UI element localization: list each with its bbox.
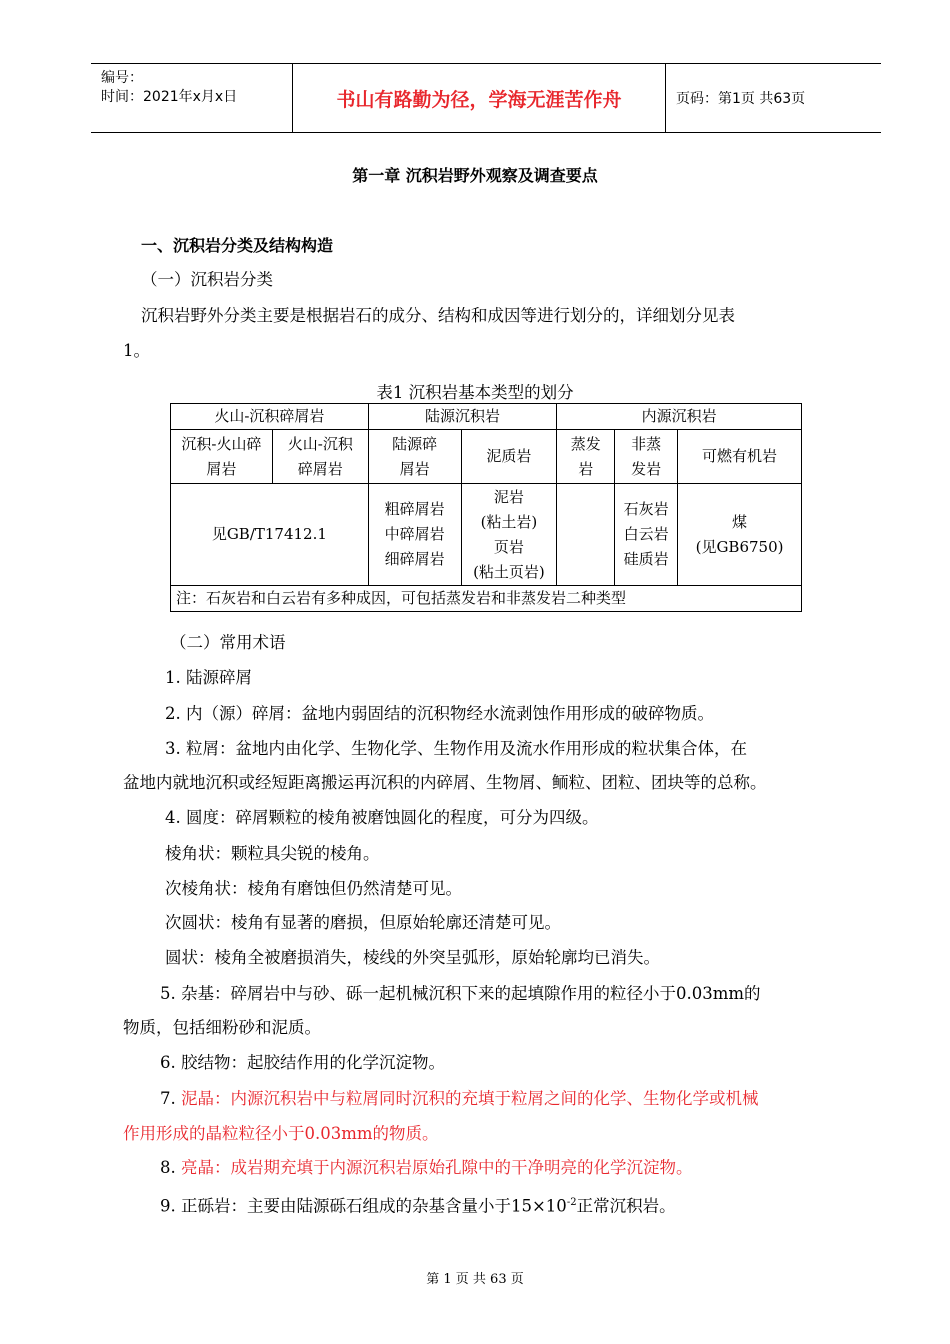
table-row xyxy=(171,484,802,586)
subsection-title-2: （二）常用术语 xyxy=(170,633,286,652)
header-page-cell xyxy=(666,64,881,132)
intro-paragraph-line-1: 沉积岩野外分类主要是根据岩石的成分、结构和成因等进行划分的，详细划分见表 xyxy=(141,306,735,325)
term-item: 3. 粒屑：盆地内由化学、生物化学、生物作用及流水作用形成的粒状集合体，在 xyxy=(165,739,747,758)
chapter-title: 第一章 沉积岩野外观察及调查要点 xyxy=(352,166,598,185)
group-header: 陆源沉积岩 xyxy=(368,404,557,430)
table-row xyxy=(171,586,802,612)
subtype-header: 沉积-火山碎 屑岩 xyxy=(171,430,273,484)
term-item: 6. 胶结物：起胶结作用的化学沉淀物。 xyxy=(160,1053,445,1072)
table-cell: 粗碎屑岩 中碎屑岩 细碎屑岩 xyxy=(368,484,461,586)
table-cell: 泥岩 (粘土岩) 页岩 (粘土页岩) xyxy=(461,484,557,586)
term-item-continuation: 作用形成的晶粒粒径小于0.03mm的物质。 xyxy=(123,1124,439,1143)
intro-paragraph-line-2: 1。 xyxy=(123,341,150,360)
roundness-grade: 次圆状：棱角有显著的磨损，但原始轮廓还清楚可见。 xyxy=(165,913,561,932)
table-cell: 石灰岩 白云岩 硅质岩 xyxy=(615,484,678,586)
subtype-header: 陆源碎 屑岩 xyxy=(368,430,461,484)
subtype-header: 可燃有机岩 xyxy=(678,430,802,484)
term-item: 4. 圆度：碎屑颗粒的棱角被磨蚀圆化的程度，可分为四级。 xyxy=(165,808,599,827)
table-row xyxy=(171,430,802,484)
roundness-grade: 棱角状：颗粒具尖锐的棱角。 xyxy=(165,844,380,863)
term-item: 2. 内（源）碎屑：盆地内弱固结的沉积物经水流剥蚀作用形成的破碎物质。 xyxy=(165,704,714,723)
motto: 书山有路勤为径，学海无涯苦作舟 xyxy=(336,88,622,111)
term-item-highlighted: 7. 泥晶：内源沉积岩中与粒屑同时沉积的充填于粒屑之间的化学、生物化学或机械 xyxy=(160,1089,759,1108)
table-note: 注：石灰岩和白云岩有多种成因，可包括蒸发岩和非蒸发岩二种类型 xyxy=(171,586,802,612)
term-item-highlighted: 8. 亮晶：成岩期充填于内源沉积岩原始孔隙中的干净明亮的化学沉淀物。 xyxy=(160,1158,693,1177)
table-cell: 煤 (见GB6750) xyxy=(678,484,802,586)
header-meta-cell xyxy=(91,64,293,132)
group-header: 火山-沉积碎屑岩 xyxy=(171,404,369,430)
group-header: 内源沉积岩 xyxy=(557,404,802,430)
page-footer: 第 1 页 共 63 页 xyxy=(426,1272,524,1287)
subtype-header: 蒸发 岩 xyxy=(557,430,615,484)
term-item-continuation: 盆地内就地沉积或经短距离搬运再沉积的内碎屑、生物屑、鲕粒、团粒、团块等的总称。 xyxy=(123,773,767,792)
term-item-continuation: 物质，包括细粉砂和泥质。 xyxy=(123,1018,321,1037)
term-item: 9. 正砾岩：主要由陆源砾石组成的杂基含量小于$15\times 10^{-2}$正常沉积岩。 xyxy=(160,1196,676,1216)
table-cell xyxy=(557,484,615,586)
rock-classification-table xyxy=(170,403,802,612)
term-item: 5. 杂基：碎屑岩中与砂、砾一起机械沉积下来的起填隙作用的粒径小于0.03mm的 xyxy=(160,984,761,1003)
number-label: 编号： xyxy=(101,70,143,86)
subtype-header: 非蒸 发岩 xyxy=(615,430,678,484)
page-header xyxy=(91,63,881,133)
subtype-header: 火山-沉积 碎屑岩 xyxy=(272,430,368,484)
page-info: 页码：第1页 共63页 xyxy=(676,91,806,107)
section-title: 一、沉积岩分类及结构构造 xyxy=(141,236,334,255)
time-label: 时间：2021年x月x日 xyxy=(101,89,238,105)
subsection-title-1: （一）沉积岩分类 xyxy=(141,270,273,289)
table-caption: 表1 沉积岩基本类型的划分 xyxy=(376,383,574,402)
table-cell: 见GB/T17412.1 xyxy=(171,484,369,586)
roundness-grade: 圆状：棱角全被磨损消失，棱线的外突呈弧形，原始轮廓均已消失。 xyxy=(165,948,660,967)
header-motto-cell xyxy=(293,64,666,132)
subtype-header: 泥质岩 xyxy=(461,430,557,484)
table-row xyxy=(171,404,802,430)
term-item: 1. 陆源碎屑 xyxy=(165,668,252,687)
roundness-grade: 次棱角状：棱角有磨蚀但仍然清楚可见。 xyxy=(165,879,462,898)
